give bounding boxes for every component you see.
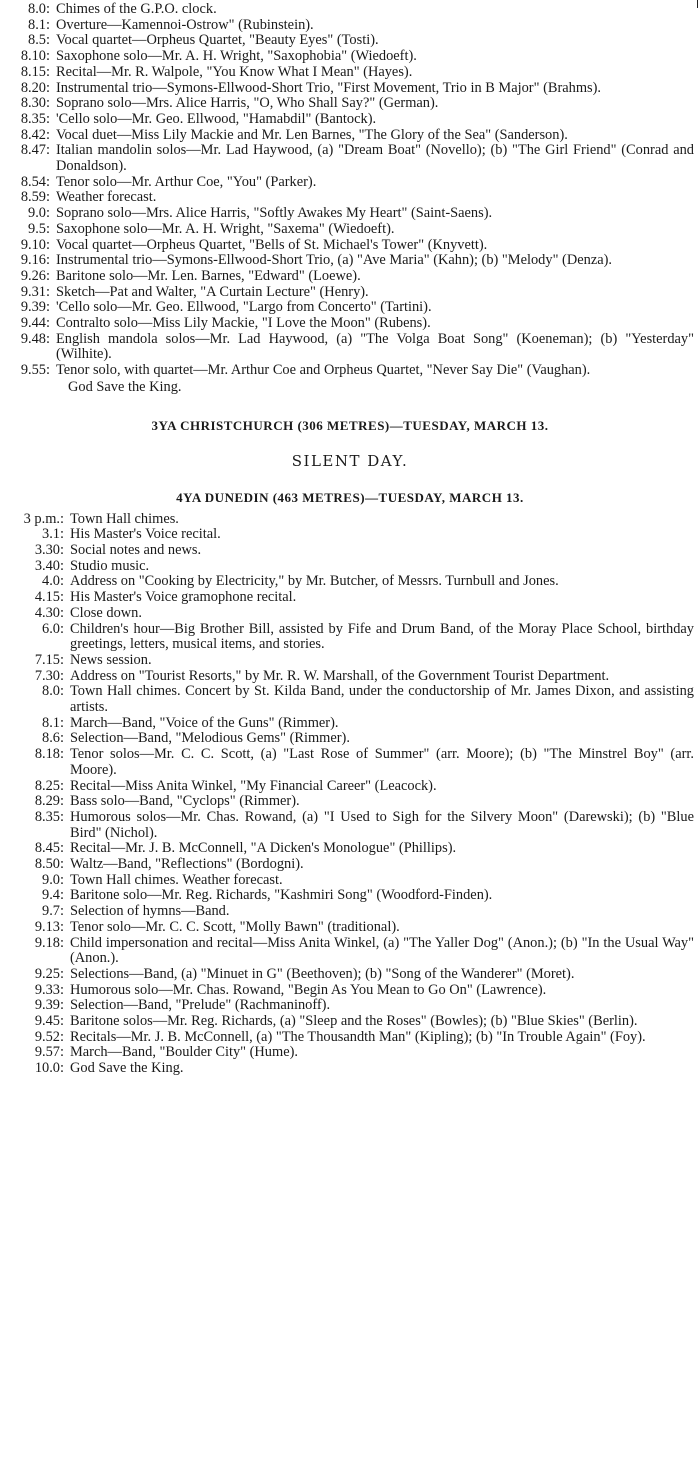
list-item [6, 65, 694, 81]
item-time: 9.25: [34, 965, 64, 982]
item-time: 8.35: [34, 808, 64, 825]
item-time: 9.45: [34, 1013, 64, 1030]
item-time: 3.1: [42, 526, 64, 543]
list-item [6, 967, 694, 983]
list-item [6, 512, 694, 528]
item-text: Contralto solo—Miss Lily Mackie, "I Love the Moon" (Rubens). [56, 315, 431, 332]
list-item [6, 920, 694, 936]
list-item [6, 936, 694, 967]
item-text: Recital—Mr. R. Walpole, "You Know What I Mean" (Hayes). [56, 63, 413, 80]
item-time: 8.5: [28, 32, 50, 49]
list-item [6, 206, 694, 222]
item-text: Tenor solos—Mr. C. C. Scott, (a) "Last Rose of Summer" (arr. Moore); (b) "The Minstrel Boy" (arr. Moore). [70, 746, 694, 778]
item-text: Overture—Kamennoi-Ostrow" (Rubinstein). [56, 16, 314, 33]
list-item [6, 363, 694, 379]
list-item [6, 81, 694, 97]
item-text: Close down. [70, 604, 142, 621]
list-item [6, 1061, 694, 1077]
item-text: Town Hall chimes. Weather forecast. [70, 871, 283, 888]
list-item [6, 238, 694, 254]
item-time: 9.18: [34, 934, 64, 951]
item-text: English mandola solos—Mr. Lad Haywood, (a) "The Volga Boat Song" (Koeneman); (b) "Yesterday" (Wilhite). [56, 330, 694, 363]
item-time: 9.31: [20, 283, 50, 300]
item-time: 4.15: [34, 589, 64, 606]
list-item [6, 1030, 694, 1046]
programme-4ya-list [6, 512, 694, 1077]
item-text: Tenor solo—Mr. Arthur Coe, "You" (Parker). [56, 173, 317, 190]
item-text: Humorous solo—Mr. Chas. Rowand, "Begin As You Mean to Go On" (Lawrence). [70, 981, 547, 998]
item-text: Weather forecast. [56, 189, 157, 206]
item-text: 'Cello solo—Mr. Geo. Ellwood, "Largo from Concerto" (Tartini). [56, 299, 432, 316]
item-time: 8.42: [20, 126, 50, 143]
item-time: 3.40: [34, 557, 64, 574]
section-heading-3ya: 3YA CHRISTCHURCH (306 METRES)—TUESDAY, MARCH 13. [151, 417, 549, 433]
list-item [6, 559, 694, 575]
item-text: Bass solo—Band, "Cyclops" (Rimmer). [70, 793, 300, 810]
item-time: 9.4: [42, 887, 64, 904]
list-item [6, 190, 694, 206]
list-item [6, 590, 694, 606]
list-item [6, 175, 694, 191]
item-time: 9.55: [20, 362, 50, 379]
item-time: 8.15: [20, 63, 50, 80]
list-item [6, 332, 694, 363]
section-heading-4ya: 4YA DUNEDIN (463 METRES)—TUESDAY, MARCH 13. [176, 489, 524, 505]
list-item [6, 810, 694, 841]
item-time: 9.26: [20, 267, 50, 284]
item-text: Vocal duet—Miss Lily Mackie and Mr. Len Barnes, "The Glory of the Sea" (Sanderson). [56, 126, 568, 143]
item-text: His Master's Voice gramophone recital. [70, 589, 297, 606]
list-item [6, 143, 694, 174]
list-item [6, 112, 694, 128]
item-text: Address on "Tourist Resorts," by Mr. R. W. Marshall, of the Government Tourist Department. [70, 667, 610, 684]
column-rule [697, 0, 698, 8]
item-text: Children's hour—Big Brother Bill, assisted by Fife and Drum Band, of the Moray Place School, birthday greetings, letters, musical items, and stories. [70, 620, 694, 653]
item-text: Soprano solo—Mrs. Alice Harris, "O, Who Shall Say?" (German). [56, 95, 439, 112]
programme-2ya-list [6, 2, 694, 379]
item-time: 9.5: [28, 220, 50, 237]
item-time: 7.30: [34, 667, 64, 684]
item-time: 9.44: [20, 315, 50, 332]
item-text: Selection—Band, "Melodious Gems" (Rimmer). [70, 730, 350, 747]
item-text: His Master's Voice recital. [70, 526, 221, 543]
closing-anthem: God Save the King. [68, 378, 182, 395]
list-item [6, 18, 694, 34]
item-text: Town Hall chimes. [70, 510, 179, 527]
item-text: Sketch—Pat and Walter, "A Curtain Lecture" (Henry). [56, 283, 369, 300]
item-time: 9.10: [20, 236, 50, 253]
list-item [6, 779, 694, 795]
list-item [6, 253, 694, 269]
list-item [6, 128, 694, 144]
item-text: Baritone solo—Mr. Len. Barnes, "Edward" (Loewe). [56, 267, 361, 284]
item-time: 8.45: [34, 840, 64, 857]
item-time: 9.39: [20, 299, 50, 316]
item-text: Saxophone solo—Mr. A. H. Wright, "Saxophobia" (Wiedoeft). [56, 48, 417, 65]
item-time: 8.47: [20, 142, 50, 159]
list-item [6, 888, 694, 904]
item-time: 8.30: [20, 95, 50, 112]
item-time: 8.35: [20, 110, 50, 127]
list-item [6, 684, 694, 715]
item-text: Selections—Band, (a) "Minuet in G" (Beethoven); (b) "Song of the Wanderer" (Moret). [70, 965, 575, 982]
list-item [6, 983, 694, 999]
list-item [6, 96, 694, 112]
item-text: March—Band, "Boulder City" (Hume). [70, 1044, 298, 1061]
list-item [6, 222, 694, 238]
item-text: Chimes of the G.P.O. clock. [56, 1, 217, 17]
list-item [6, 1014, 694, 1030]
list-item [6, 1045, 694, 1061]
item-text: Instrumental trio—Symons-Ellwood-Short Trio, "First Movement, Trio in B Major" (Brahms). [56, 79, 602, 96]
list-item [6, 543, 694, 559]
item-time: 7.15: [34, 651, 64, 668]
item-time: 9.16: [20, 252, 50, 269]
item-text: Instrumental trio—Symons-Ellwood-Short Trio, (a) "Ave Maria" (Kahn); (b) "Melody" (Denza). [56, 252, 612, 269]
list-item [6, 2, 694, 18]
item-text: Town Hall chimes. Concert by St. Kilda Band, under the conductorship of Mr. James Dixon, and assisting artists. [70, 683, 694, 716]
item-time: 8.18: [34, 746, 64, 763]
item-text: Vocal quartet—Orpheus Quartet, "Beauty Eyes" (Tosti). [56, 32, 379, 49]
item-time: 8.1: [42, 714, 64, 731]
item-time: 9.0: [28, 205, 50, 222]
silent-day-notice: SILENT DAY. [291, 451, 409, 470]
item-text: Tenor solo, with quartet—Mr. Arthur Coe and Orpheus Quartet, "Never Say Die" (Vaughan). [56, 362, 591, 379]
list-item [6, 841, 694, 857]
item-text: Italian mandolin solos—Mr. Lad Haywood, (a) "Dream Boat" (Novello); (b) "The Girl Friend" (Conrad and Donaldson). [56, 142, 694, 175]
item-text: Selection—Band, "Prelude" (Rachmaninoff). [70, 997, 331, 1014]
item-text: Saxophone solo—Mr. A. H. Wright, "Saxema" (Wiedoeft). [56, 220, 395, 237]
list-item [6, 873, 694, 889]
list-item [6, 527, 694, 543]
list-item [6, 904, 694, 920]
item-time: 3 p.m.: [23, 510, 64, 527]
item-time: 4.0: [42, 573, 64, 590]
item-time: 4.30: [34, 604, 64, 621]
item-text: Child impersonation and recital—Miss Anita Winkel, (a) "The Yaller Dog" (Anon.); (b) "In the Usual Way" (Anon.). [70, 934, 694, 967]
list-item [6, 574, 694, 590]
item-text: Baritone solos—Mr. Reg. Richards, (a) "Sleep and the Roses" (Bowles); (b) "Blue Skies" (Berlin). [70, 1013, 638, 1030]
item-text: Social notes and news. [70, 541, 202, 558]
item-text: Vocal quartet—Orpheus Quartet, "Bells of St. Michael's Tower" (Knyvett). [56, 236, 488, 253]
item-time: 8.6: [42, 730, 64, 747]
item-time: 9.7: [42, 903, 64, 920]
list-item [6, 731, 694, 747]
item-time: 9.39: [34, 997, 64, 1014]
item-time: 3.30: [34, 541, 64, 558]
item-time: 6.0: [42, 620, 64, 637]
item-text: March—Band, "Voice of the Guns" (Rimmer). [70, 714, 339, 731]
list-item [6, 49, 694, 65]
item-time: 8.50: [34, 856, 64, 873]
list-item [6, 316, 694, 332]
list-item [6, 606, 694, 622]
item-text: Baritone solo—Mr. Reg. Richards, "Kashmiri Song" (Woodford-Finden). [70, 887, 493, 904]
list-item [6, 669, 694, 685]
list-item [6, 998, 694, 1014]
item-time: 8.1: [28, 16, 50, 33]
item-text: Recitals—Mr. J. B. McConnell, (a) "The Thousandth Man" (Kipling); (b) "In Trouble Again" (Foy). [70, 1028, 646, 1045]
list-item [6, 653, 694, 669]
item-text: Selection of hymns—Band. [70, 903, 230, 920]
item-time: 9.52: [34, 1028, 64, 1045]
list-item [6, 716, 694, 732]
item-time: 9.57: [34, 1044, 64, 1061]
item-time: 8.20: [20, 79, 50, 96]
item-time: 9.48: [20, 330, 50, 347]
item-time: 8.0: [42, 683, 64, 700]
list-item [6, 857, 694, 873]
item-time: 8.29: [34, 793, 64, 810]
list-item [6, 285, 694, 301]
list-item [6, 747, 694, 778]
item-text: News session. [70, 651, 152, 668]
item-text: Address on "Cooking by Electricity," by Mr. Butcher, of Messrs. Turnbull and Jones. [70, 573, 559, 590]
item-text: Soprano solo—Mrs. Alice Harris, "Softly Awakes My Heart" (Saint-Saens). [56, 205, 493, 222]
list-item [6, 300, 694, 316]
item-text: Tenor solo—Mr. C. C. Scott, "Molly Bawn" (traditional). [70, 918, 400, 935]
item-time: 9.13: [34, 918, 64, 935]
item-time: 8.10: [20, 48, 50, 65]
list-item [6, 622, 694, 653]
item-text: Recital—Mr. J. B. McConnell, "A Dicken's Monologue" (Phillips). [70, 840, 457, 857]
list-item [6, 269, 694, 285]
list-item [6, 33, 694, 49]
item-text: God Save the King. [70, 1060, 184, 1077]
item-time: 9.0: [42, 871, 64, 888]
item-time: 8.25: [34, 777, 64, 794]
list-item [6, 794, 694, 810]
item-text: Recital—Miss Anita Winkel, "My Financial Career" (Leacock). [70, 777, 437, 794]
item-time: 8.59: [20, 189, 50, 206]
item-text: Studio music. [70, 557, 150, 574]
item-text: Waltz—Band, "Reflections" (Bordogni). [70, 856, 304, 873]
item-time: 9.33: [34, 981, 64, 998]
item-time: 8.0: [28, 1, 50, 17]
item-text: 'Cello solo—Mr. Geo. Ellwood, "Hamabdil" (Bantock). [56, 110, 377, 127]
item-time: 10.0: [34, 1060, 64, 1077]
item-text: Humorous solos—Mr. Chas. Rowand, (a) "I Used to Sigh for the Silvery Moon" (Darewski); (b) "Blue Bird" (Nichol). [70, 808, 694, 841]
item-time: 8.54: [20, 173, 50, 190]
